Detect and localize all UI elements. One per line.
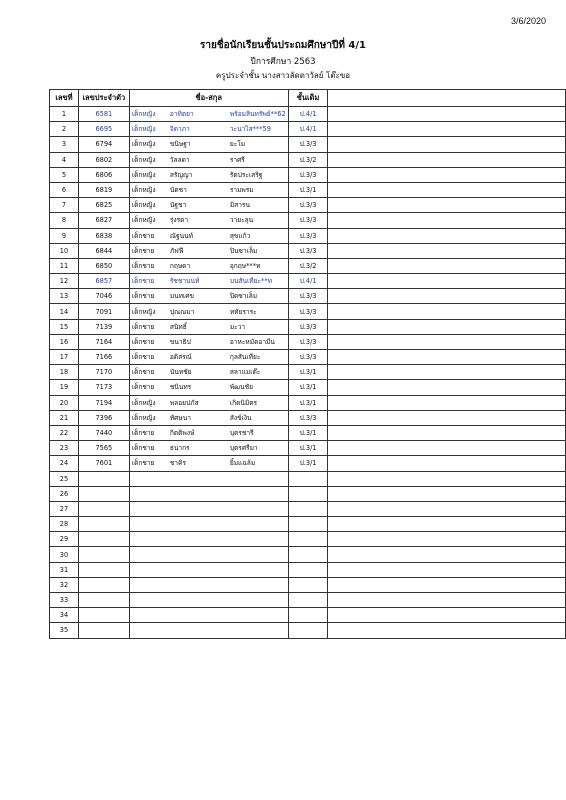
student-id: 7091 (78, 304, 129, 319)
student-id: 6695 (78, 122, 129, 137)
previous-class: ป.3/2 (288, 258, 328, 273)
previous-class: ป.3/3 (288, 410, 328, 425)
row-number: 21 (50, 410, 79, 425)
blank-cell (328, 350, 566, 365)
first-name: ขนิษฐา (169, 140, 191, 149)
blank-cell (328, 456, 566, 471)
gender-prefix: เด็กชาย (131, 292, 155, 301)
table-row (50, 547, 566, 562)
blank-cell (328, 380, 566, 395)
row-number: 23 (50, 441, 79, 456)
gender-prefix: เด็กชาย (131, 368, 155, 377)
previous-class: ป.3/2 (288, 152, 328, 167)
student-id: 6827 (78, 213, 129, 228)
table-row (50, 228, 566, 243)
gender-prefix: เด็กชาย (131, 353, 155, 362)
student-id (78, 486, 129, 501)
table-row (50, 486, 566, 501)
previous-class: ป.3/3 (288, 304, 328, 319)
first-name: นัดชา (169, 186, 187, 195)
row-number: 7 (50, 198, 79, 213)
row-number: 14 (50, 304, 79, 319)
previous-class (288, 593, 328, 608)
blank-cell (328, 334, 566, 349)
header-blank (328, 90, 566, 107)
student-id: 7166 (78, 350, 129, 365)
gender-prefix: เด็กชาย (131, 246, 155, 255)
student-id: 6825 (78, 198, 129, 213)
blank-cell (328, 365, 566, 380)
previous-class (288, 623, 328, 638)
row-number: 24 (50, 456, 79, 471)
table-row (50, 471, 566, 486)
gender-prefix: เด็กชาย (131, 383, 155, 392)
last-name: รัตประเสริฐ (229, 170, 263, 179)
row-number: 2 (50, 122, 79, 137)
previous-class (288, 532, 328, 547)
row-number: 22 (50, 425, 79, 440)
last-name: สังข์เงิน (229, 413, 252, 422)
table-header-row (50, 90, 566, 107)
last-name: ปินซาเล็ม (229, 246, 258, 255)
first-name: พลอยปภัส (169, 398, 199, 407)
blank-cell (328, 593, 566, 608)
last-name: พัฒนชัย (229, 383, 253, 392)
student-id: 6794 (78, 137, 129, 152)
blank-cell (328, 471, 566, 486)
student-id: 7046 (78, 289, 129, 304)
student-id: 7440 (78, 425, 129, 440)
table-row (50, 334, 566, 349)
student-name (129, 608, 288, 623)
previous-class: ป.4/1 (288, 274, 328, 289)
student-id (78, 547, 129, 562)
table-row (50, 319, 566, 334)
table-row (50, 395, 566, 410)
blank-cell (328, 608, 566, 623)
blank-cell (328, 410, 566, 425)
blank-cell (328, 517, 566, 532)
last-name: กุลสันเทียะ (229, 353, 261, 362)
row-number: 11 (50, 258, 79, 273)
blank-cell (328, 319, 566, 334)
student-name (129, 623, 288, 638)
blank-cell (328, 486, 566, 501)
previous-class: ป.3/1 (288, 395, 328, 410)
previous-class: ป.3/3 (288, 334, 328, 349)
blank-cell (328, 274, 566, 289)
last-name: วะนาไส***59 (229, 125, 271, 134)
student-id (78, 608, 129, 623)
row-number: 4 (50, 152, 79, 167)
student-id: 6581 (78, 107, 129, 122)
last-name: อุกฤษ***ท (229, 261, 261, 270)
table-row (50, 532, 566, 547)
table-row (50, 593, 566, 608)
gender-prefix: เด็กหญิง (131, 398, 156, 407)
gender-prefix: เด็กหญิง (131, 155, 156, 164)
gender-prefix: เด็กชาย (131, 429, 155, 438)
previous-class: ป.3/3 (288, 137, 328, 152)
last-name: สลาแมเต๊ะ (229, 368, 261, 377)
first-name: อาทิตยา (169, 110, 194, 119)
homeroom-teacher: ครูประจำชั้น นางสาวลัดดาวัลย์ โต๊ะขอ (215, 71, 351, 80)
previous-class (288, 547, 328, 562)
last-name: วายะลุน (229, 216, 254, 225)
gender-prefix: เด็กหญิง (131, 186, 156, 195)
first-name: กิตติพงษ์ (169, 429, 195, 438)
row-number: 29 (50, 532, 79, 547)
gender-prefix: เด็กชาย (131, 444, 155, 453)
student-id: 6844 (78, 243, 129, 258)
last-name: ปิดซาเล็ม (229, 292, 258, 301)
student-name (129, 562, 288, 577)
table-row (50, 182, 566, 197)
student-id: 6838 (78, 228, 129, 243)
student-name (129, 274, 288, 289)
first-name: จิดาภา (169, 125, 190, 134)
table-row (50, 258, 566, 273)
student-name (129, 517, 288, 532)
student-id (78, 593, 129, 608)
last-name: พร้อมสินทรัพย์**62 (229, 110, 286, 119)
header-no: เลขที่ (50, 90, 79, 107)
first-name: อดิสรณ์ (169, 353, 192, 362)
gender-prefix: เด็กชาย (131, 231, 155, 240)
student-name (129, 593, 288, 608)
student-id (78, 532, 129, 547)
first-name: ขนาธิป (169, 337, 191, 346)
first-name: รุ่งรดา (169, 216, 189, 225)
first-name: ชาคิร (169, 459, 186, 468)
gender-prefix: เด็กหญิง (131, 307, 156, 316)
first-name: กฤษดา (169, 261, 191, 270)
last-name: มะวา (229, 322, 246, 331)
table-row (50, 365, 566, 380)
gender-prefix: เด็กชาย (131, 277, 155, 286)
previous-class: ป.3/3 (288, 243, 328, 258)
row-number: 1 (50, 107, 79, 122)
first-name: ภัฟฟี (169, 246, 184, 255)
blank-cell (328, 182, 566, 197)
student-id: 6802 (78, 152, 129, 167)
gender-prefix: เด็กหญิง (131, 140, 156, 149)
student-name (129, 152, 288, 167)
blank-cell (328, 425, 566, 440)
blank-cell (328, 122, 566, 137)
student-name (129, 501, 288, 516)
blank-cell (328, 562, 566, 577)
row-number: 32 (50, 577, 79, 592)
blank-cell (328, 501, 566, 516)
blank-cell (328, 395, 566, 410)
row-number: 25 (50, 471, 79, 486)
first-name: สรัญญา (169, 170, 193, 179)
last-name: บุตรศรีมา (229, 444, 258, 453)
first-name: นันทชัย (169, 368, 192, 377)
row-number: 31 (50, 562, 79, 577)
row-number: 27 (50, 501, 79, 516)
previous-class: ป.4/1 (288, 107, 328, 122)
previous-class: ป.3/3 (288, 213, 328, 228)
gender-prefix: เด็กชาย (131, 322, 155, 331)
previous-class (288, 562, 328, 577)
row-number: 10 (50, 243, 79, 258)
row-number: 19 (50, 380, 79, 395)
row-number: 17 (50, 350, 79, 365)
student-name (129, 137, 288, 152)
previous-class (288, 577, 328, 592)
blank-cell (328, 547, 566, 562)
blank-cell (328, 107, 566, 122)
first-name: ทัศษนา (169, 413, 191, 422)
row-number: 16 (50, 334, 79, 349)
blank-cell (328, 152, 566, 167)
student-id (78, 471, 129, 486)
gender-prefix: เด็กหญิง (131, 201, 156, 210)
table-row (50, 274, 566, 289)
previous-class (288, 471, 328, 486)
blank-cell (328, 137, 566, 152)
student-id: 7396 (78, 410, 129, 425)
student-id (78, 623, 129, 638)
previous-class: ป.4/1 (288, 122, 328, 137)
row-number: 8 (50, 213, 79, 228)
row-number: 6 (50, 182, 79, 197)
blank-cell (328, 243, 566, 258)
student-name (129, 395, 288, 410)
row-number: 15 (50, 319, 79, 334)
first-name: มนทเศข (169, 292, 194, 301)
student-name (129, 471, 288, 486)
table-row (50, 517, 566, 532)
academic-year: ปีการศึกษา 2563 (250, 57, 316, 67)
blank-cell (328, 198, 566, 213)
student-table (49, 89, 566, 639)
previous-class: ป.3/1 (288, 380, 328, 395)
row-number: 34 (50, 608, 79, 623)
table-row (50, 198, 566, 213)
table-row (50, 441, 566, 456)
blank-cell (328, 441, 566, 456)
gender-prefix: เด็กชาย (131, 337, 155, 346)
gender-prefix: เด็กหญิง (131, 216, 156, 225)
student-id: 7601 (78, 456, 129, 471)
table-row (50, 562, 566, 577)
row-number: 18 (50, 365, 79, 380)
student-name (129, 243, 288, 258)
student-id (78, 577, 129, 592)
row-number: 33 (50, 593, 79, 608)
student-name (129, 577, 288, 592)
row-number: 13 (50, 289, 79, 304)
previous-class: ป.3/3 (288, 198, 328, 213)
student-name (129, 182, 288, 197)
student-id: 7170 (78, 365, 129, 380)
table-row (50, 425, 566, 440)
student-id: 7139 (78, 319, 129, 334)
student-id: 6806 (78, 167, 129, 182)
blank-cell (328, 289, 566, 304)
student-name (129, 441, 288, 456)
table-row (50, 213, 566, 228)
last-name: ยะโม (229, 140, 246, 149)
student-name (129, 122, 288, 137)
table-row (50, 410, 566, 425)
student-name (129, 365, 288, 380)
table-row (50, 623, 566, 638)
previous-class (288, 501, 328, 516)
previous-class: ป.3/3 (288, 167, 328, 182)
first-name: ธนากร (169, 444, 190, 453)
previous-class (288, 486, 328, 501)
first-name: ณัฐนนท์ (169, 231, 193, 240)
row-number: 26 (50, 486, 79, 501)
last-name: บุตรชารี (229, 429, 254, 438)
first-name: ปุณณมา (169, 307, 195, 316)
student-id: 6857 (78, 274, 129, 289)
last-name: รามพรม (229, 186, 254, 195)
table-row (50, 107, 566, 122)
blank-cell (328, 532, 566, 547)
last-name: เกิดนิมิตร (229, 398, 258, 407)
table-row (50, 608, 566, 623)
student-id (78, 517, 129, 532)
gender-prefix: เด็กหญิง (131, 110, 156, 119)
student-name (129, 319, 288, 334)
student-name (129, 213, 288, 228)
gender-prefix: เด็กชาย (131, 459, 155, 468)
previous-class: ป.3/1 (288, 425, 328, 440)
student-id: 7565 (78, 441, 129, 456)
previous-class: ป.3/3 (288, 319, 328, 334)
student-id: 7164 (78, 334, 129, 349)
table-row (50, 152, 566, 167)
row-number: 20 (50, 395, 79, 410)
student-name (129, 304, 288, 319)
row-number: 35 (50, 623, 79, 638)
student-name (129, 410, 288, 425)
blank-cell (328, 258, 566, 273)
header-name: ชื่อ-สกุล (129, 90, 288, 107)
table-row (50, 137, 566, 152)
page-title: รายชื่อนักเรียนชั้นประถมศึกษาปีที่ 4/1 (200, 40, 366, 51)
student-name (129, 380, 288, 395)
last-name: อาหะหมัดอามีน (229, 337, 275, 346)
student-id (78, 562, 129, 577)
table-row (50, 289, 566, 304)
previous-class: ป.3/1 (288, 365, 328, 380)
table-row (50, 350, 566, 365)
student-name (129, 350, 288, 365)
row-number: 28 (50, 517, 79, 532)
blank-cell (328, 213, 566, 228)
student-name (129, 425, 288, 440)
last-name: บนสันเทียะ**ท (229, 277, 272, 286)
previous-class: ป.3/3 (288, 289, 328, 304)
table-body (50, 107, 566, 639)
student-id (78, 501, 129, 516)
student-name (129, 289, 288, 304)
table-row (50, 243, 566, 258)
first-name: รัชชานนท์ (169, 277, 200, 286)
previous-class: ป.3/3 (288, 228, 328, 243)
table-row (50, 167, 566, 182)
table-row (50, 380, 566, 395)
row-number: 30 (50, 547, 79, 562)
gender-prefix: เด็กหญิง (131, 413, 156, 422)
blank-cell (328, 228, 566, 243)
student-id: 7194 (78, 395, 129, 410)
student-id: 7173 (78, 380, 129, 395)
student-name (129, 456, 288, 471)
row-number: 9 (50, 228, 79, 243)
previous-class (288, 517, 328, 532)
student-name (129, 107, 288, 122)
student-name (129, 532, 288, 547)
student-name (129, 547, 288, 562)
student-name (129, 334, 288, 349)
table-row (50, 577, 566, 592)
student-name (129, 228, 288, 243)
header-student-id: เลขประจำตัว (78, 90, 129, 107)
student-id: 6819 (78, 182, 129, 197)
student-name (129, 167, 288, 182)
last-name: ราศรี (229, 155, 245, 164)
blank-cell (328, 623, 566, 638)
previous-class (288, 608, 328, 623)
first-name: สนิทธิ์ (169, 322, 187, 331)
gender-prefix: เด็กชาย (131, 261, 155, 270)
table-row (50, 304, 566, 319)
last-name: ยิ้มแฉล้ม (229, 459, 256, 468)
blank-cell (328, 167, 566, 182)
previous-class: ป.3/1 (288, 441, 328, 456)
table-row (50, 501, 566, 516)
last-name: หทัยราระ (229, 307, 257, 316)
student-name (129, 198, 288, 213)
row-number: 5 (50, 167, 79, 182)
row-number: 3 (50, 137, 79, 152)
student-name (129, 258, 288, 273)
blank-cell (328, 577, 566, 592)
first-name: ชนินทร (169, 383, 192, 392)
previous-class: ป.3/3 (288, 350, 328, 365)
student-name (129, 486, 288, 501)
header-previous-class: ชั้นเดิม (288, 90, 328, 107)
previous-class: ป.3/1 (288, 456, 328, 471)
blank-cell (328, 304, 566, 319)
student-id: 6850 (78, 258, 129, 273)
last-name: มิสารน (229, 201, 250, 210)
gender-prefix: เด็กหญิง (131, 125, 156, 134)
print-date: 3/6/2020 (510, 16, 546, 26)
first-name: นัฐชา (169, 201, 187, 210)
previous-class: ป.3/1 (288, 182, 328, 197)
table-row (50, 456, 566, 471)
row-number: 12 (50, 274, 79, 289)
table-row (50, 122, 566, 137)
first-name: วัลลดา (169, 155, 190, 164)
last-name: สุขแก้ว (229, 231, 251, 240)
gender-prefix: เด็กหญิง (131, 170, 156, 179)
